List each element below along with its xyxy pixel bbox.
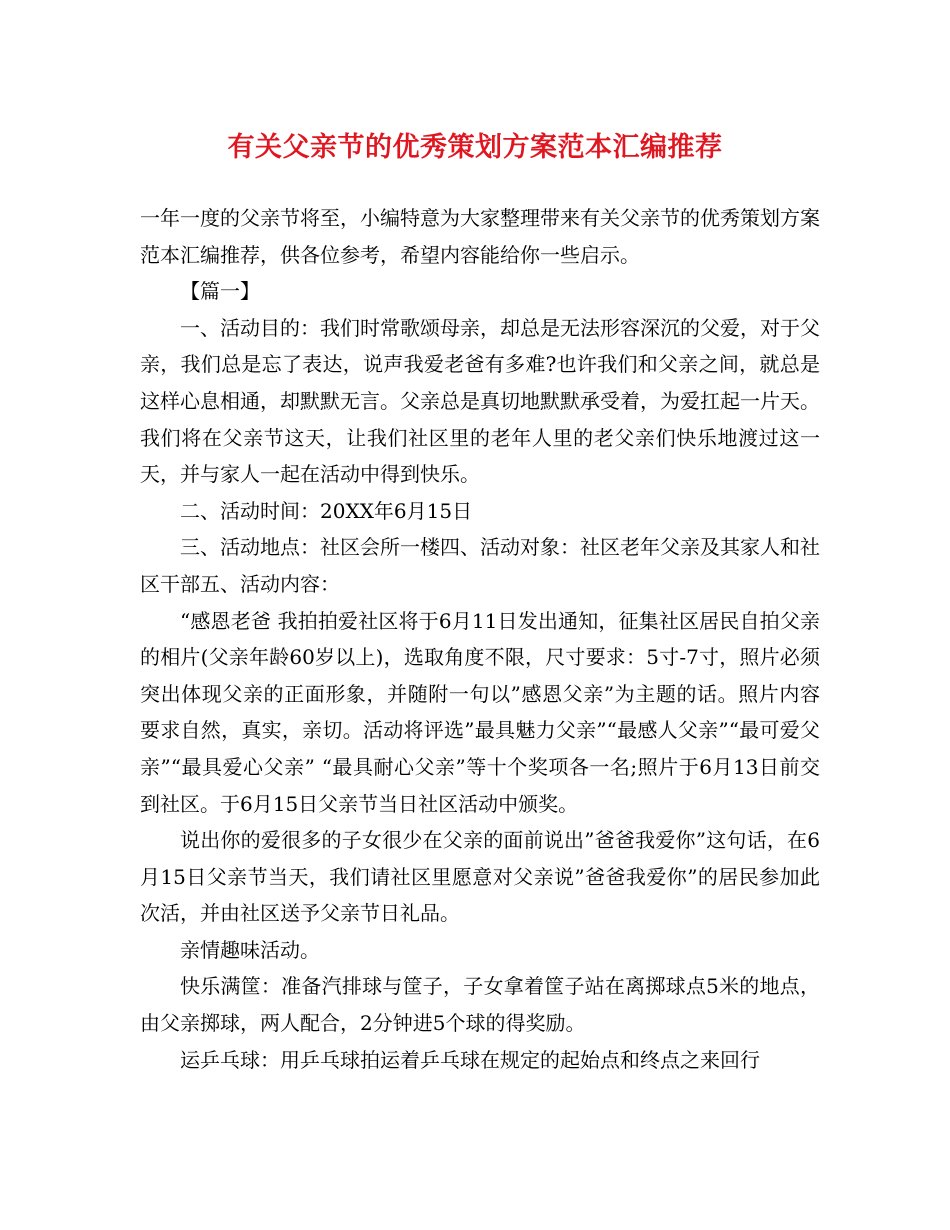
- document-body: [140, 200, 820, 1078]
- intro-paragraph: 一年一度的父亲节将至，小编特意为大家整理带来有关父亲节的优秀策划方案范本汇编推荐，供各位参考，希望内容能给你一些启示。: [140, 206, 820, 267]
- paragraph-ping-pong: 运乒乓球：用乒乓球拍运着乒乓球在规定的起始点和终点之来回行: [180, 1047, 760, 1072]
- paragraph-happy-basket: 快乐满筐：准备汽排球与筐子，子女拿着筐子站在离掷球点5米的地点，由父亲掷球，两人配合，2分钟进5个球的得奖励。: [140, 974, 820, 1036]
- paragraph-activity-location: 三、活动地点：社区会所一楼四、活动对象：社区老年父亲及其家人和社区干部五、活动内容：: [140, 535, 820, 596]
- paragraph-photo-activity: “感恩老爸 我拍拍爱社区将于6月11日发出通知，征集社区居民自拍父亲的相片(父亲年龄60岁以上)，选取角度不限，尺寸要求：5寸-7寸，照片必须突出体现父亲的正面形象，并随附一句以”感恩父亲”为主题的话。照片内容要求自然，真实，亲切。活动将评选”最具魅力父亲”“最感人父亲”“最可爱父亲”“最具爱心父亲” “最具耐心父亲”等十个奖项各一名;照片于6月13日前交到社区。于6月15日父亲节当日社区活动中颁奖。: [140, 608, 820, 816]
- paragraph-activity-purpose: 一、活动目的：我们时常歌颂母亲，却总是无法形容深沉的父爱，对于父亲，我们总是忘了表达，说声我爱老爸有多难?也许我们和父亲之间，就总是这样心息相通，却默默无言。父亲总是真切地默默承受着，为爱扛起一片天。我们将在父亲节这天，让我们社区里的老年人里的老父亲们快乐地渡过这一天，并与家人一起在活动中得到快乐。: [140, 315, 820, 487]
- section-heading: 【篇一】: [180, 279, 260, 304]
- document-title: 有关父亲节的优秀策划方案范本汇编推荐: [227, 132, 723, 163]
- paragraph-say-love: 说出你的爱很多的子女很少在父亲的面前说出”爸爸我爱你”这句话，在6月15日父亲节当天，我们请社区里愿意对父亲说”爸爸我爱你”的居民参加此次活，并由社区送予父亲节日礼品。: [140, 828, 820, 926]
- paragraph-activity-time: 二、活动时间：20XX年6月15日: [180, 498, 473, 523]
- paragraph-fun-activities: 亲情趣味活动。: [180, 937, 320, 962]
